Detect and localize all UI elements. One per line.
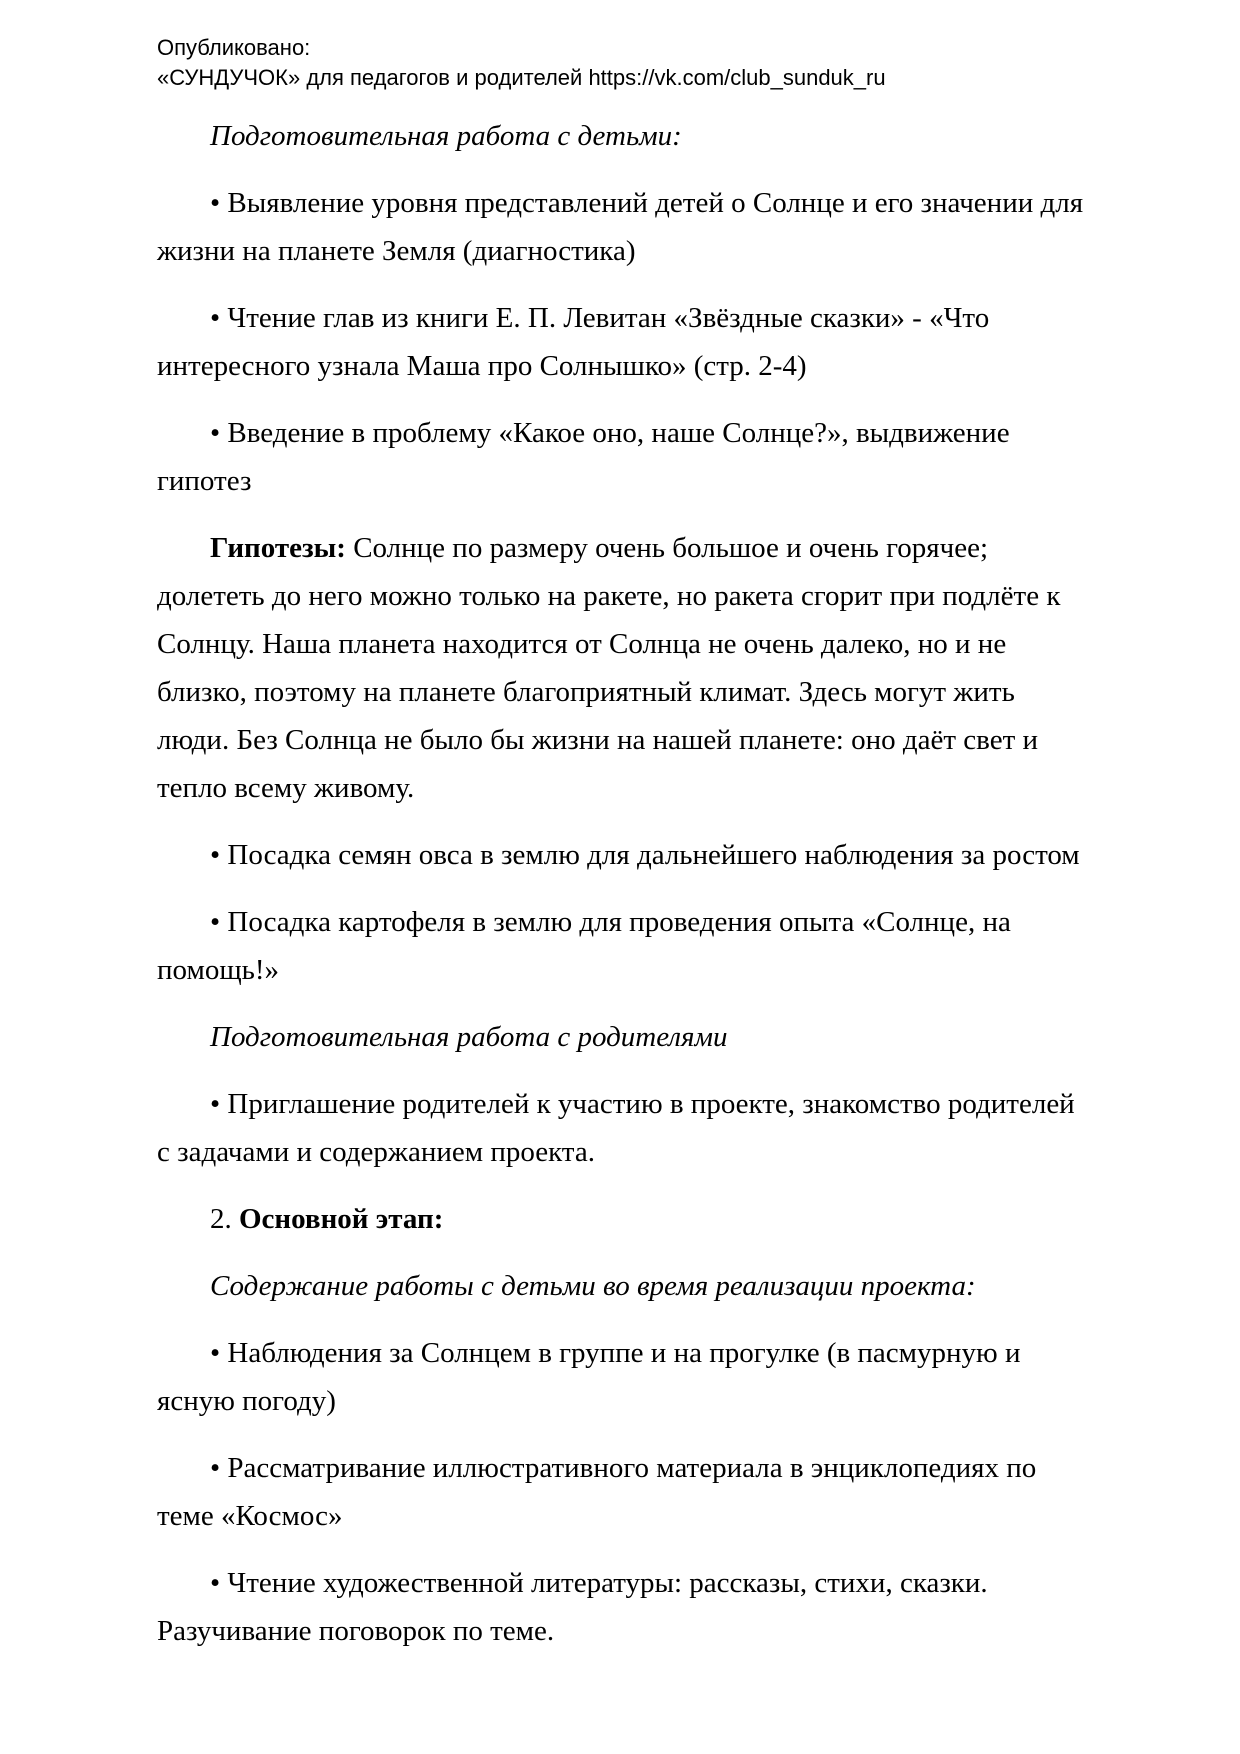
bullet-parents-invitation: • Приглашение родителей к участию в проекте, знакомство родителей с задачами и содержанием проекта. [157, 1088, 1075, 1168]
hypotheses-paragraph [157, 524, 1092, 812]
heading-prep-work-children: Подготовительная работа с детьми: [210, 120, 682, 152]
published-label: Опубликовано: [157, 35, 311, 60]
bullet-diagnostics: • Выявление уровня представлений детей о Солнце и его значении для жизни на планете Земля (диагностика) [157, 187, 1084, 267]
source-line [157, 63, 1092, 93]
bullet-oat-seeds: • Посадка семян овса в землю для дальнейшего наблюдения за ростом [210, 839, 1080, 871]
bullet-potato-experiment: • Посадка картофеля в землю для проведения опыта «Солнце, на помощь!» [157, 906, 1011, 986]
main-stage-number: 2. [210, 1203, 232, 1235]
main-stage-title: Основной этап: [239, 1203, 444, 1235]
bullet-problem-introduction: • Введение в проблему «Какое оно, наше Солнце?», выдвижение гипотез [157, 417, 1010, 497]
hypotheses-label: Гипотезы: [210, 532, 346, 564]
heading-main-stage [157, 1195, 1092, 1243]
source-url[interactable]: https://vk.com/club_sunduk_ru [588, 65, 886, 90]
document-body [157, 112, 1092, 1655]
document-header [157, 33, 1092, 93]
hypotheses-text: Солнце по размеру очень большое и очень горячее; долететь до него можно только на ракете, но ракета сгорит при подлёте к Солнцу. Наша планета находится от Солнца не очень далеко, но и не близко, поэтому на планете благоприятный климат. Здесь могут жить люди. Без Солнца не было бы жизни на нашей планете: оно даёт свет и тепло всему живому. [157, 532, 1061, 804]
bullet-encyclopedia-illustrations: • Рассматривание иллюстративного материала в энциклопедиях по теме «Космос» [157, 1452, 1037, 1532]
bullet-sun-observations: • Наблюдения за Солнцем в группе и на прогулке (в пасмурную и ясную погоду) [157, 1337, 1021, 1417]
source-text: «СУНДУЧОК» для педагогов и родителей [157, 65, 589, 90]
heading-prep-work-parents: Подготовительная работа с родителями [210, 1021, 728, 1053]
bullet-reading-levitan: • Чтение глав из книги Е. П. Левитан «Звёздные сказки» - «Что интересного узнала Маша про Солнышко» (стр. 2-4) [157, 302, 990, 382]
heading-work-content-children: Содержание работы с детьми во время реализации проекта: [210, 1270, 976, 1302]
bullet-fiction-reading: • Чтение художественной литературы: рассказы, стихи, сказки. Разучивание поговорок по теме. [157, 1567, 988, 1647]
